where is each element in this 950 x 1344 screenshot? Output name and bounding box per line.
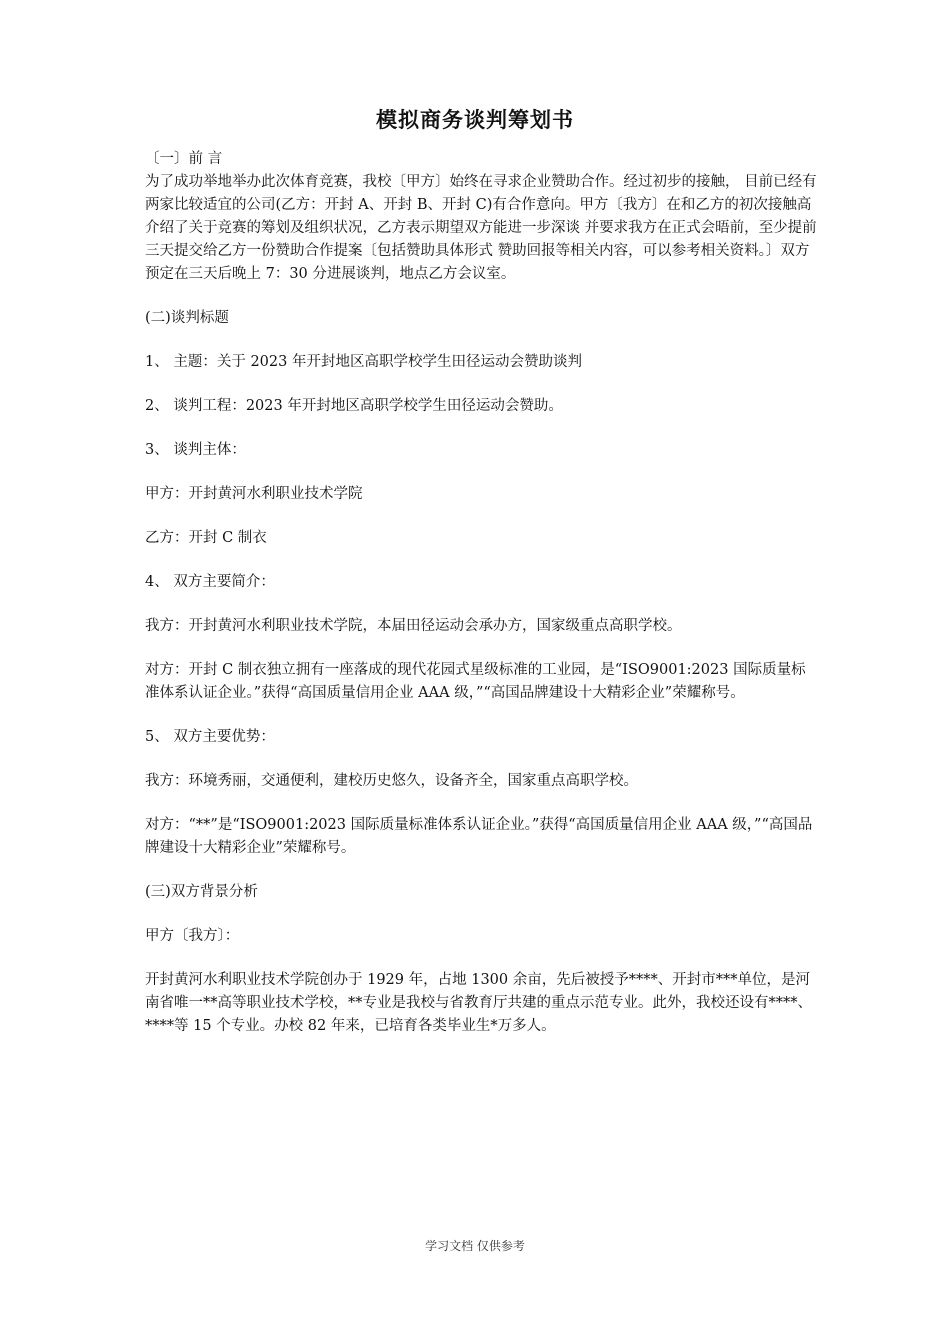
topic-heading: (二)谈判标题 bbox=[145, 310, 229, 326]
their-intro-paragraph: 对方：开封 C 制衣独立拥有一座落成的现代花园式星级标准的工业园，是“ISO9001:2023 国际质量标准体系认证企业。”获得“高国质量信用企业 AAA 级，”“高国品牌建设十大精彩企业”荣耀称号。 bbox=[145, 662, 806, 701]
our-advantage-paragraph: 我方：环境秀丽，交通便利，建校历史悠久，设备齐全，国家重点高职学校。 bbox=[145, 773, 638, 789]
party-a-line: 甲方：开封黄河水利职业技术学院 bbox=[145, 486, 363, 502]
page-footer: 学习文档 仅供参考 bbox=[425, 1239, 525, 1253]
preface-paragraph: 为了成功举地举办此次体育竞赛，我校〔甲方〕始终在寻求企业赞助合作。经过初步的接触， 目前已经有两家比较适宜的公司(乙方：开封 A、开封 B、开封 C)有合作意向。甲方〔我方〕在和乙方的初次接触高介绍了关于竞赛的筹划及组织状况，乙方表示期望双方能进一步深谈 并要求我方在正式会晤前，至少提前三天提交给乙方一份赞助合作提案〔包括赞助具体形式 赞助回报等相关内容，可以参考相关资料。〕双方预定在三天后晚上 7：30 分进展谈判，地点乙方会议室。 bbox=[145, 174, 817, 282]
party-a-label: 甲方〔我方〕： bbox=[145, 928, 240, 944]
document-body bbox=[145, 148, 820, 1038]
party-b-line: 乙方：开封 C 制衣 bbox=[145, 530, 267, 546]
list-item-advantages: 5、 双方主要优势： bbox=[145, 729, 275, 745]
document-title: 模拟商务谈判筹划书 bbox=[376, 108, 574, 132]
party-a-background-paragraph: 开封黄河水利职业技术学院创办于 1929 年，占地 1300 余亩，先后被授予****、开封市***单位，是河南省唯一**高等职业技术学校，**专业是我校与省教育厅共建的重点示范专业。此外，我校还设有****、****等 15 个专业。办校 82 年来，已培育各类毕业生*万多人。 bbox=[145, 972, 812, 1034]
background-heading: (三)双方背景分析 bbox=[145, 884, 258, 900]
preface-heading: 〔一〕前 言 bbox=[145, 151, 223, 167]
our-intro-paragraph: 我方：开封黄河水利职业技术学院，本届田径运动会承办方，国家级重点高职学校。 bbox=[145, 618, 682, 634]
their-advantage-paragraph: 对方：“**”是“ISO9001:2023 国际质量标准体系认证企业。”获得“高国质量信用企业 AAA 级，”“高国品牌建设十大精彩企业”荣耀称号。 bbox=[145, 817, 813, 856]
list-item-theme: 1、 主题：关于 2023 年开封地区高职学校学生田径运动会赞助谈判 bbox=[145, 354, 582, 370]
list-item-project: 2、 谈判工程：2023 年开封地区高职学校学生田径运动会赞助。 bbox=[145, 398, 563, 414]
list-item-parties: 3、 谈判主体： bbox=[145, 442, 246, 458]
list-item-intro: 4、 双方主要简介： bbox=[145, 574, 275, 590]
